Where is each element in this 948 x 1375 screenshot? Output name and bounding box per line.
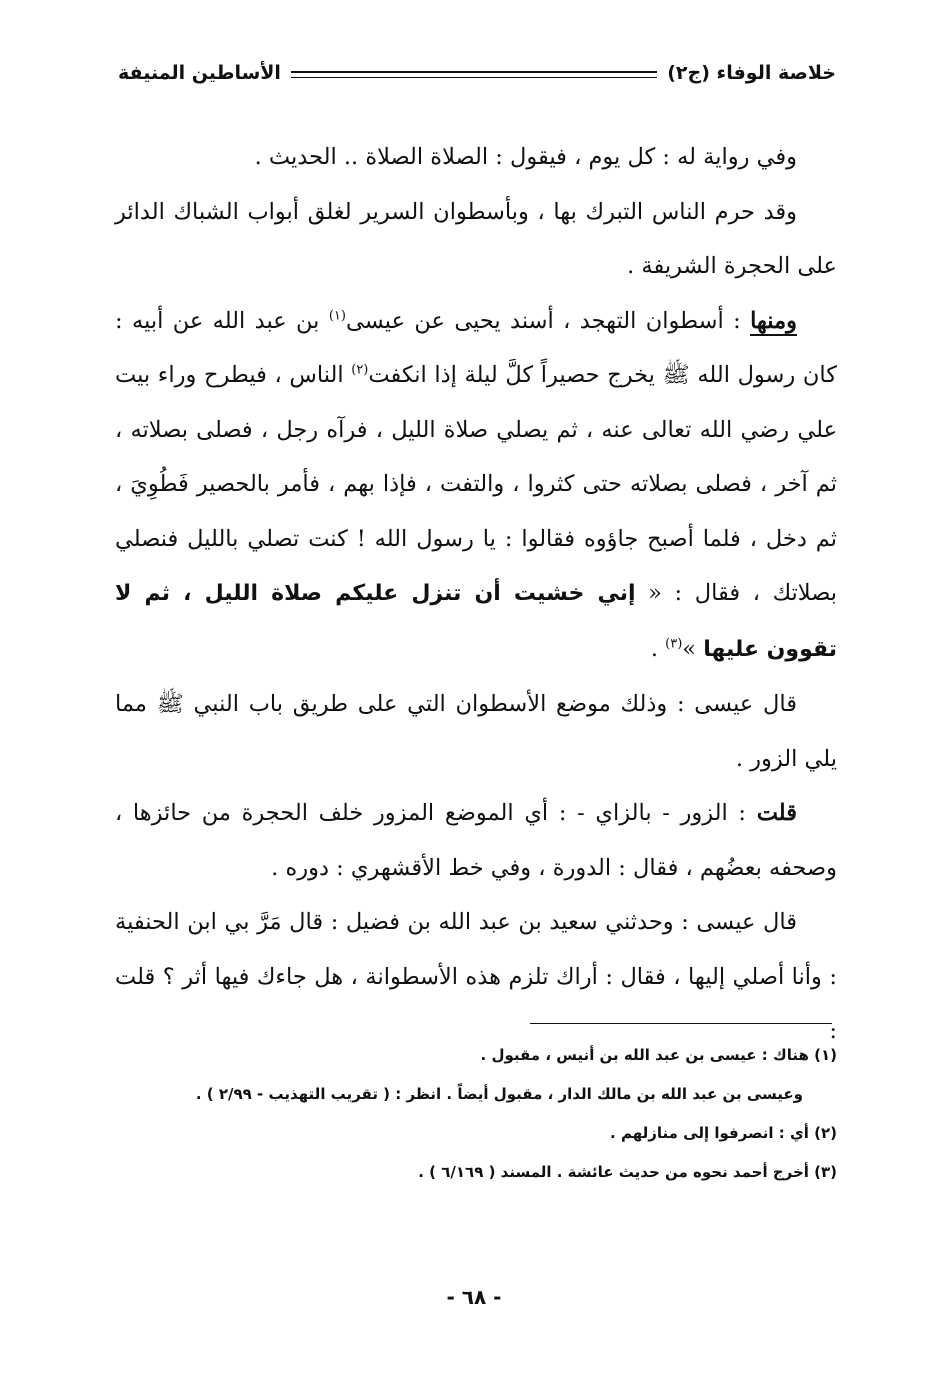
paragraph-1: وفي رواية له : كل يوم ، فيقول : الصلاة الصلاة .. الحديث . (254, 144, 797, 170)
footnote-1-continuation: وعيسى بن عبد الله بن مالك الدار ، مقبول أيضاً . انظر : ( تقريب التهذيب - ٢/٩٩ ) . (195, 1085, 803, 1103)
paragraph-text: . (650, 635, 666, 662)
footnote-3: (٣) أخرج أحمد نحوه من حديث عائشة . المسند ( ٦/١٦٩ ) . (418, 1163, 837, 1181)
section-title: الأساطين المنيفة (118, 62, 281, 84)
paragraph-text: : أسطوان التهجد ، أسند يحيى عن عيسى (345, 307, 751, 334)
book-title: خلاصة الوفاء (ج٢) (667, 62, 836, 84)
header-rule (291, 71, 657, 78)
paragraph-text: بن عبد الله عن أبيه : كان رسول الله ﷺ يخرج حصيراً كلَّ ليلة إذا انكفت (115, 307, 837, 388)
footnote-ref-1[interactable]: (١) (328, 308, 346, 323)
paragraph-lead-word: ومنها (750, 307, 797, 334)
main-text (115, 130, 837, 1059)
footnote-2: (٢) أي : انصرفوا إلى منازلهم . (610, 1124, 837, 1142)
paragraph-text: الناس ، فيطرح وراء بيت علي رضي الله تعالى عنه ، ثم يصلي صلاة الليل ، فرآه رجل ، فصلى بصلاته ، ثم آخر ، فصلى بصلاته حتى كثروا ، والتفت ، فإذا بهم ، فأمر بالحصير فَطُوِيَ ، ثم دخل ، فلما أصبح جاؤوه فقالوا : يا رسول الله ! كنت تصلي بالليل فنصلي بصلاتك ، فقال : « (115, 362, 837, 606)
page-number: - ٦٨ - (446, 1285, 502, 1309)
paragraph-lead-word: قلت (756, 800, 797, 826)
paragraph-2: وقد حرم الناس التبرك بها ، وبأسطوان السرير لغلق أبواب الشباك الدائر على الحجرة الشريفة . (115, 198, 837, 279)
paragraph-text: : الزور - بالزاي - : أي الموضع المزور خلف الحجرة من حائزها ، وصحفه بعضُهم ، فقال : الدورة ، وفي خط الأقشهري : دوره . (115, 800, 837, 881)
footnote-ref-3[interactable]: (٣) (665, 636, 683, 651)
paragraph-text: » (682, 635, 704, 662)
hadith-quote: إني خشيت أن تنزل عليكم صلاة الليل ، ثم لا تقوون عليها (115, 581, 837, 662)
footnote-1: (١) هناك : عيسى بن عبد الله بن أنيس ، مقبول . (480, 1046, 837, 1064)
footnotes (115, 1036, 837, 1192)
paragraph-6: قال عيسى : وحدثني سعيد بن عبد الله بن فضيل : قال مَرَّ بي ابن الحنفية : وأنا أصلي إليها ، فقال : أراك تلزم هذه الأسطوانة ، هل جاءك فيها أثر ؟ قلت : (115, 909, 837, 1044)
paragraph-4: قال عيسى : وذلك موضع الأسطوان التي على طريق باب النبي ﷺ مما يلي الزور . (115, 691, 837, 772)
paragraph-3 (115, 294, 837, 678)
paragraph-5 (115, 786, 837, 895)
footnote-ref-2[interactable]: (٢) (351, 362, 369, 378)
footnote-separator (530, 1023, 832, 1024)
running-header (118, 58, 836, 88)
